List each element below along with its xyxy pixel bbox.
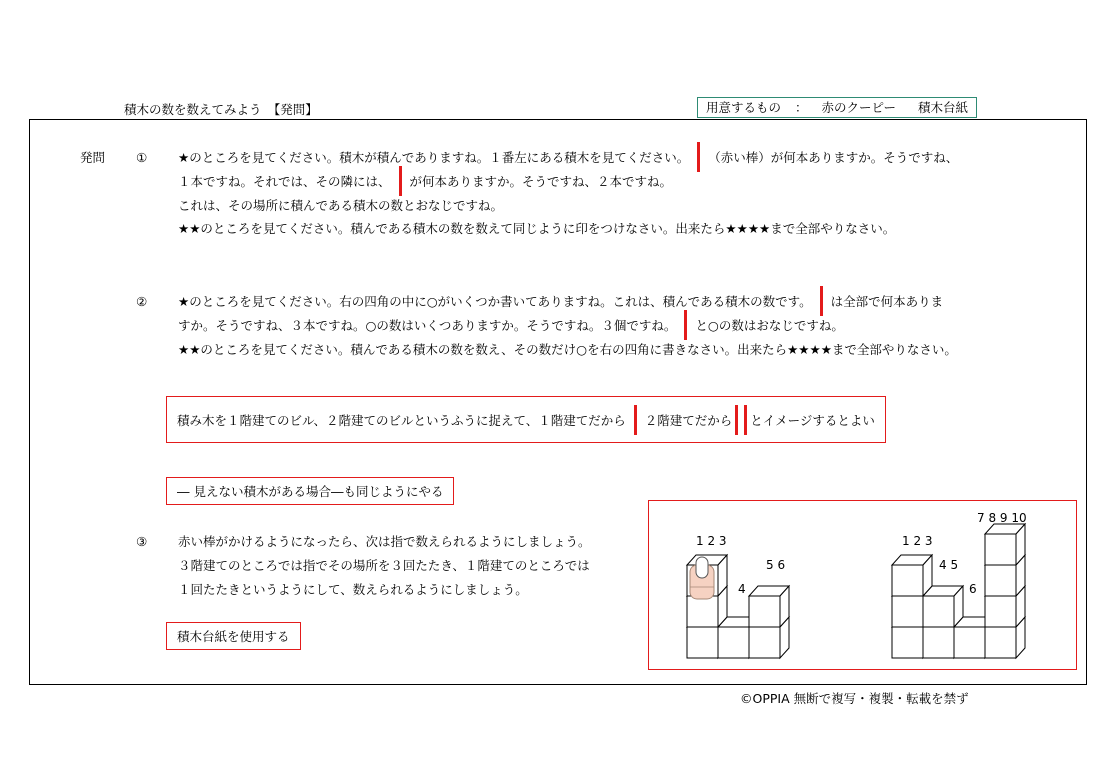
tip-text-c: とイメージするとよい xyxy=(750,413,875,428)
tip-box xyxy=(166,396,886,443)
red-stick-icon xyxy=(744,405,747,435)
q2-line-1a: ★のところを見てください。右の四角の中に○がいくつか書いてありますね。これは、積んである積木の数です。 xyxy=(178,294,812,309)
right-label-6: 6 xyxy=(969,582,977,596)
supplies-label: 用意するもの xyxy=(706,100,782,115)
q3-line-2: ３階建てのところでは指でその場所を３回たたき、１階建てのところでは xyxy=(178,558,590,573)
supplies-item-crayon: 赤のクーピー xyxy=(821,100,897,115)
question-number-2: ② xyxy=(136,294,148,309)
tip-text-a: 積み木を１階建てのビル、２階建てのビルというふうに捉えて、１階建てだから xyxy=(177,413,626,428)
hidden-blocks-note: ― 見えない積木がある場合―も同じようにやる xyxy=(166,477,454,505)
board-note: 積木台紙を使用する xyxy=(166,622,301,650)
left-label-56: 5 6 xyxy=(766,558,786,572)
q2-line-2 xyxy=(178,318,844,334)
q2-line-2b: と○の数はおなじですね。 xyxy=(695,318,844,333)
copyright-notice: ©OPPIA 無断で複写・複製・転載を禁ず xyxy=(740,691,969,706)
left-label-4: 4 xyxy=(738,582,746,596)
question-label: 発問 xyxy=(80,150,106,165)
question-number-3: ③ xyxy=(136,534,148,549)
supplies-box xyxy=(697,97,977,118)
q2-line-1b: は全部で何本ありま xyxy=(830,294,944,309)
q1-line-1b: （赤い棒）が何本ありますか。そうですね、 xyxy=(708,150,959,165)
q3-line-1: 赤い棒がかけるようになったら、次は指で数えられるようにしましょう。 xyxy=(178,534,591,549)
q1-line-1 xyxy=(178,150,958,166)
right-label-78910: 7 8 9 10 xyxy=(977,511,1027,525)
red-stick-icon xyxy=(399,166,402,196)
q3-line-3: １回たたきというようにして、数えられるようにしましょう。 xyxy=(178,582,528,597)
q2-line-2a: すか。そうですね、３本ですね。○の数はいくつありますか。そうですね。３個ですね。 xyxy=(178,318,677,333)
q2-line-3: ★★のところを見てください。積んである積木の数を数え、その数だけ○を右の四角に書きなさい。出来たら★★★★まで全部やりなさい。 xyxy=(178,342,957,357)
red-stick-icon xyxy=(820,286,823,316)
q1-line-3: これは、その場所に積んである積木の数とおなじですね。 xyxy=(178,198,504,213)
supplies-item-board: 積木台紙 xyxy=(918,100,969,115)
red-stick-icon xyxy=(684,310,687,340)
question-number-1: ① xyxy=(136,150,148,165)
red-stick-icon xyxy=(697,142,700,172)
q1-line-1a: ★のところを見てください。積木が積んでありますね。１番左にある積木を見てください。 xyxy=(178,150,690,165)
right-label-123: 1 2 3 xyxy=(902,534,933,548)
q1-line-2b: が何本ありますか。そうですね、２本ですね。 xyxy=(409,174,673,189)
red-stick-icon xyxy=(634,405,637,435)
supplies-separator: ： xyxy=(795,100,808,115)
q1-line-2 xyxy=(178,174,672,190)
q1-line-2a: １本ですね。それでは、その隣には、 xyxy=(178,174,391,189)
page-title: 積木の数を数えてみよう 【発問】 xyxy=(124,102,318,117)
blocks-figure xyxy=(648,500,1077,670)
q1-line-4: ★★のところを見てください。積んである積木の数を数えて同じように印をつけなさい。出来たら★★★★まで全部やりなさい。 xyxy=(178,221,896,236)
left-label-123: 1 2 3 xyxy=(696,534,727,548)
right-label-45: 4 5 xyxy=(939,558,959,572)
tip-text-b: ２階建てだから xyxy=(644,413,733,428)
red-stick-icon xyxy=(735,405,738,435)
blocks-illustration xyxy=(649,501,1078,671)
q2-line-1 xyxy=(178,294,943,310)
